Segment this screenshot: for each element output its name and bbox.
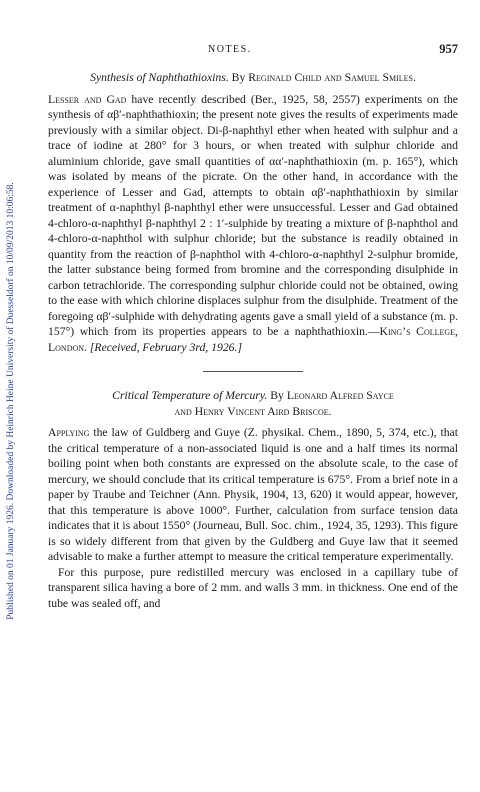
page-body <box>48 70 458 611</box>
paragraph-text: the law of Guldberg and Guye (Z. physikal. Chem., 1890, 5, 374, etc.), that the critical temperature of a non-associated liquid is one and a half times its normal boiling point when both constants are expressed on the absolute scale, to the case of mercury, we should conclude that its critical temperature is 675°. From a brief note in a paper by Traube and Teichner (Ann. Physik, 1904, 13, 620) it would appear, however, that this temperature is above 1000°. Further, calculation from surface tension data indicates that it is about 1550° (Journeau, Bull. Soc. chim., 1924, 35, 1293). This figure is so widely different from that given by the Guldberg and Guye law that it seemed advisable to make a further attempt to measure the critical temperature experimentally. <box>48 426 458 563</box>
article-title-line <box>48 70 458 86</box>
article-title: Critical Temperature of Mercury. <box>112 389 268 402</box>
lead-words: Lesser and Gad <box>48 92 127 106</box>
download-watermark <box>0 0 22 792</box>
article-paragraph: For this purpose, pure redistilled mercury was enclosed in a capillary tube of transparent silica having a bore of 2 mm. and walls 3 mm. in thickness. One end of the tube was sealed off, and <box>48 565 458 610</box>
article-title-line <box>48 388 458 419</box>
running-title: NOTES. <box>208 44 252 55</box>
by-label: By <box>231 71 246 84</box>
page-header <box>48 44 458 60</box>
affiliation: King’s College, London. <box>48 325 458 354</box>
article-paragraph <box>48 425 458 565</box>
article-authors: Reginald Child and Samuel Smiles. <box>248 71 416 84</box>
article-authors: Leonard Alfred Sayce <box>286 389 394 402</box>
paragraph-text: have recently described (Ber., 1925, 58, 2557) experiments on the synthesis of αβ′-naphthathioxin; the present note gives the results of experiments made previously with a similar object. Di-β-naphthyl ether when heated with sulphur and a trace of iodine at 280° for 3 hours, or when treated with sulphur chloride and aluminium chloride, gave small quantities of αα′-naphthathioxin (m. p. 165°), which was isolated by means of the picrate. On the other hand, in accordance with the experience of Lesser and Gad, attempts to obtain αβ′-naphthathioxin by similar treatment of α-naphthyl β-naphthyl ether were unsuccessful. Lesser and Gad obtained 4-chloro-α-naphthyl β-naphthyl 2 : 1′-sulphide by treating a mixture of β-naphthol and 4-chloro-α-naphthol with sulphur chloride; but the substance is readily obtained in quantity from the reaction of β-naphthol with 4-chloro-α-naphthyl 2-sulphur bromide, the latter substance being formed from bromine and the corresponding disulphide in carbon tetrachloride. The corresponding sulphur chloride could not be obtained, owing to the ease with which chlorine displaces sulphur from the disulphide. Treatment of the foregoing αβ′-sulphide with dehydrating agents gave a small yield of a substance (m. p. 157°) which from its properties appears to be a naphthathioxin.— <box>48 92 458 338</box>
article-paragraph <box>48 92 458 356</box>
received-date: [Received, February 3rd, 1926.] <box>89 340 242 354</box>
article-critical-temperature <box>48 388 458 611</box>
lead-words: Applying <box>48 426 90 439</box>
article-naphthathioxins <box>48 70 458 355</box>
article-title: Synthesis of Naphthathioxins. <box>90 71 229 84</box>
by-label: By <box>270 389 284 402</box>
section-divider <box>203 371 303 372</box>
watermark-text: Published on 01 January 1926. Downloaded by Heinrich Heine University of Duesseldorf on 10/09/2013 10:06:58. <box>6 182 16 620</box>
article-authors-continued: and Henry Vincent Aird Briscoe. <box>174 404 332 418</box>
page-number: 957 <box>439 42 458 56</box>
